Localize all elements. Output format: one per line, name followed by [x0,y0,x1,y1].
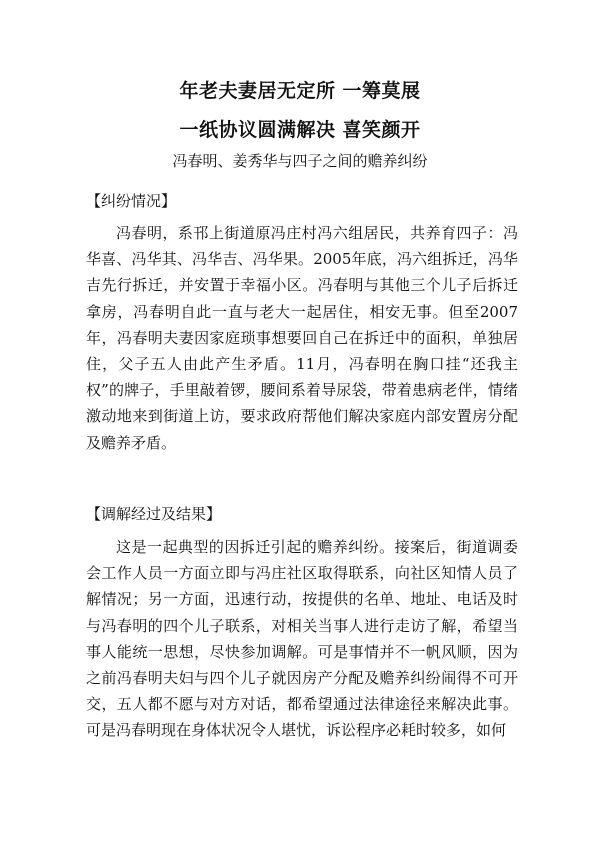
section-body-dispute: 冯春明，系邗上街道原冯庄村冯六组居民，共养育四子：冯华喜、冯华其、冯华吉、冯华果。2005年底，冯六组拆迁，冯华吉先行拆迁，并安置于幸福小区。冯春明与其他三个儿子后拆迁拿房，冯春明自此一直与老大一起居住，相安无事。但至2007年，冯春明夫妻因家庭琐事想要回自己在拆迁中的面积，单独居住，父子五人由此产生矛盾。11月，冯春明在胸口挂“还我主权”的牌子，手里敲着锣，腰间系着导尿袋，带着患病老伴，情绪激动地来到街道上访，要求政府帮他们解决家庭内部安置房分配及赡养矛盾。 [86,224,518,452]
section-body-mediation: 这是一起典型的因拆迁引起的赡养纠纷。接案后，街道调委会工作人员一方面立即与冯庄社区取得联系，向社区知情人员了解情况；另一方面，迅速行动，按提供的名单、地址、电话及时与冯春明的四个儿子联系，对相关当事人进行走访了解，希望当事人能统一思想，尽快参加调解。可是事情并不一帆风顺，因为之前冯春明夫妇与四个儿子就因房产分配及赡养纠纷闹得不可开交，五人都不愿与对方对话，都希望通过法律途径来解决此事。可是冯春明现在身体状况令人堪忧，诉讼程序必耗时较多，如何 [86,538,518,740]
title-line-2: 一纸协议圆满解决 喜笑颜开 [179,119,421,141]
title-line-1: 年老夫妻居无定所 一筹莫展 [179,80,421,102]
section-heading-dispute: 【纠纷情况】 [86,192,177,210]
subtitle: 冯春明、姜秀华与四子之间的赡养纠纷 [172,152,428,170]
section-heading-mediation: 【调解经过及结果】 [86,505,222,523]
